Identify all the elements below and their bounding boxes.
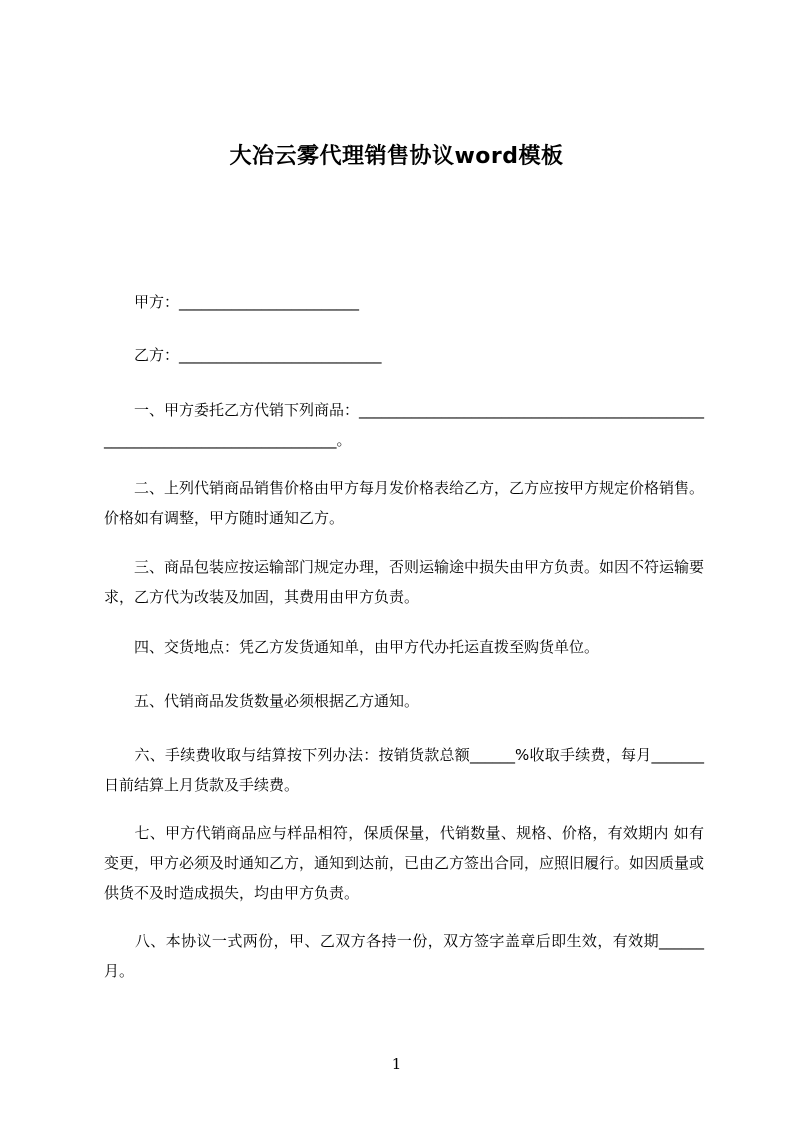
clause-2: 二、上列代销商品销售价格由甲方每月发价格表给乙方，乙方应按甲方规定价格销售。价格如有调整，甲方随时通知乙方。: [104, 479, 705, 527]
clause-5: 五、代销商品发货数量必须根据乙方通知。: [104, 692, 420, 710]
party-b-line: 乙方：___________________________: [104, 346, 382, 364]
clause-6: 六、手续费收取与结算按下列办法：按销货款总额______%收取手续费，每月_______日前结算上月货款及手续费。: [104, 746, 704, 794]
clause-3: 三、商品包装应按运输部门规定办理，否则运输途中损失由甲方负责。如因不符运输要求，乙方代为改装及加固，其费用由甲方负责。: [104, 558, 705, 606]
clause-4: 四、交货地点：凭乙方发货通知单，由甲方代办托运直拨至购货单位。: [104, 638, 600, 656]
clause-1: 一、甲方委托乙方代销下列商品：_____________________________________________________________________________。: [104, 401, 705, 449]
clause-8: 八、本协议一式两份，甲、乙双方各持一份，双方签字盖章后即生效，有效期______月。: [104, 932, 704, 980]
page-number: 1: [391, 1055, 402, 1073]
party-a-line: 甲方：________________________: [104, 293, 360, 311]
clause-7: 七、甲方代销商品应与样品相符，保质保量，代销数量、规格、价格，有效期内 如有变更，甲方必须及时通知乙方，通知到达前，已由乙方签出合同，应照旧履行。如因质量或供货不及时造成损失，均由甲方负责。: [104, 824, 705, 902]
document-title: 大冶云雾代理销售协议word模板: [229, 144, 564, 169]
